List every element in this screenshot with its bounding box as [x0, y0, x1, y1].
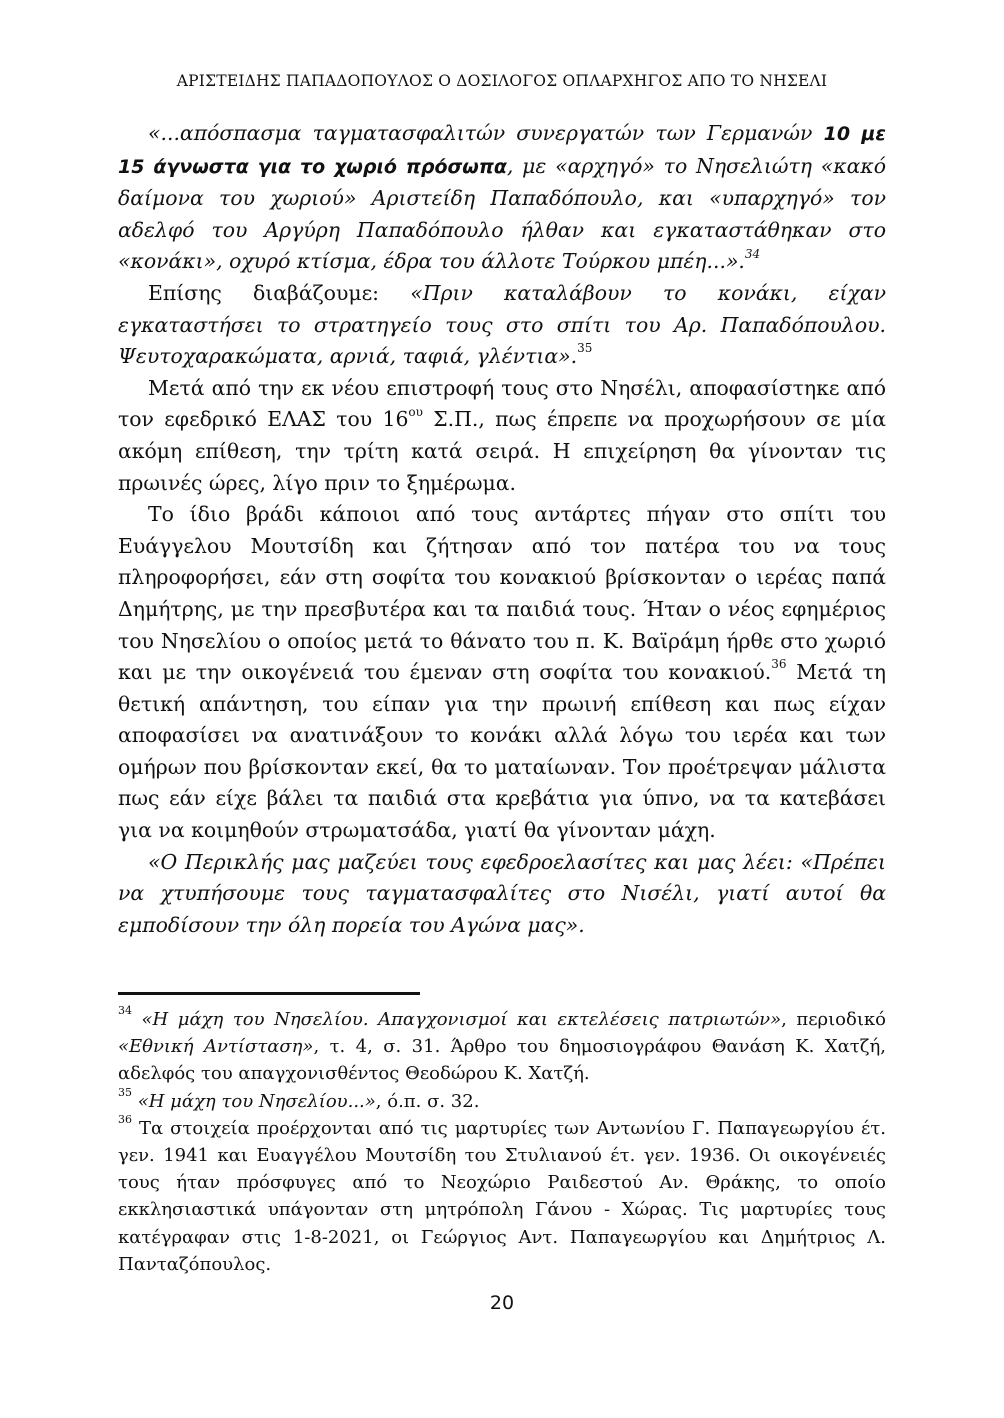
p3-text-end: Σ.Π., πως έπρεπε να προχωρήσουν σε μία ακόμη επίθεση, την τρίτη κατά σειρά. Η επιχείρηση θα γίνονταν τις πρωινές ώρες, λίγο πριν το ξημέρωμα.	[118, 407, 886, 495]
footnote-34	[118, 1006, 886, 1088]
footnote-separator	[118, 992, 420, 995]
footnote-number: 35	[118, 1085, 132, 1099]
p2-quote: «Πριν καταλάβουν το κονάκι, είχαν εγκαταστήσει το στρατηγείο τους στο σπίτι του Αρ. Παπαδόπουλου. Ψευτοχαρακώματα, αρνιά, ταφιά, γλέντια».	[118, 280, 886, 369]
p2-lead: Επίσης διαβάζουμε:	[148, 280, 411, 305]
footnote-34-title: «Η μάχη του Νησελίου. Απαγχονισμοί και εκτελέσεις πατριωτών»	[141, 1009, 782, 1030]
footnote-36-text: Τα στοιχεία προέρχονται από τις μαρτυρίες των Αντωνίου Γ. Παπαγεωργίου έτ. γεν. 1941 και Ευαγγέλου Μουτσίδη του Στυλιανού έτ. γεν. 1936. Οι οικογένειές τους ήταν πρόσφυγες από το Νεοχώριο Ραιδεστού Αν. Θράκης, το οποίο εκκλησιαστικά υπάγονταν στη μητρόπολη Γάνου - Χώρας. Τις μαρτυρίες τους κατέγραφαν στις 1-8-2021, οι Γεώργιος Αντ. Παπαγεωργίου και Δημήτριος Λ. Πανταζόπουλος.	[118, 1117, 887, 1275]
p3-text-start: Μετά από την εκ νέου επιστροφή τους στο Νησέλι, αποφασίστηκε από τον εφεδρικό ΕΛΑΣ του 16	[118, 375, 886, 432]
ordinal-suffix: ου	[408, 404, 423, 419]
p1-text-end: , με «αρχηγό» το Νησελιώτη «κακό δαίμονα του χωριού» Αριστείδη Παπαδόπουλο, και «υπαρχηγό» τον αδελφό του Αργύρη Παπαδόπουλο ήλθαν και εγκαταστάθηκαν στο «κονάκι», οχυρό κτίσμα, έδρα του άλλοτε Τούρκου μπέη...».	[118, 153, 886, 274]
footnote-ref-35: 35	[577, 341, 593, 356]
footnote-ref-34: 34	[744, 246, 761, 261]
p4-text-start: Το ίδιο βράδι κάποιοι από τους αντάρτες πήγαν στο σπίτι του Ευάγγελου Μουτσίδη και ζήτησαν από τον πατέρα του να τους πληροφορήσει, εάν στη σοφίτα του κονακιού βρίσκονταν ο ιερέας παπά Δημήτρης, με την πρεσβυτέρα και τα παιδιά τους. Ήταν ο νέος εφημέριος του Νησελίου ο οποίος μετά το θάνατο του π. Κ. Βαϊράμη ήρθε στο χωριό και με την οικογένειά του έμεναν στη σοφίτα του κονακιού.	[118, 502, 886, 685]
paragraph-1-quote	[118, 118, 886, 278]
paragraph-2	[118, 278, 886, 373]
footnote-34-mid: , περιοδικό	[781, 1009, 886, 1030]
page-number: 20	[489, 1292, 515, 1314]
footnote-number: 36	[118, 1112, 132, 1126]
footnote-36	[118, 1112, 887, 1278]
footnote-35-rest: , ό.π. σ. 32.	[375, 1090, 480, 1112]
body-text	[118, 118, 886, 941]
p1-text-start: «...απόσπασμα ταγματασφαλιτών συνεργατών των Γερμανών	[148, 121, 824, 145]
p1-bold-phrase: 10 με 15 άγνωστα για το χωριό πρόσωπα	[118, 123, 886, 178]
running-head: ΑΡΙΣΤΕΙΔΗΣ ΠΑΠΑΔΟΠΟΥΛΟΣ Ο ΔΟΣΙΛΟΓΟΣ ΟΠΛΑΡΧΗΓΟΣ ΑΠΟ ΤΟ ΝΗΣΕΛΙ	[176, 72, 828, 90]
paragraph-5-quote: «Ο Περικλής μας μαζεύει τους εφεδροελασίτες και μας λέει: «Πρέπει να χτυπήσουμε τους ταγματασφαλίτες στο Νισέλι, γιατί αυτοί θα εμποδίσουν την όλη πορεία του Αγώνα μας».	[118, 849, 886, 937]
p4-text-end: Μετά τη θετική απάντηση, του είπαν για την πρωινή επίθεση και πως είχαν αποφασίσει να ανατινάξουν το κονάκι αλλά λόγω του ιερέα και των ομήρων που βρίσκονταν εκεί, θα το ματαίωναν. Τον προέτρεψαν μάλιστα πως εάν είχε βάλει τα παιδιά στα κρεβάτια για ύπνο, να τα κατεβάσει για να κοιμηθούν στρωματσάδα, γιατί θα γίνονταν μάχη.	[118, 660, 886, 843]
footnote-34-rest: , τ. 4, σ. 31. Άρθρο του δημοσιογράφου Θανάση Κ. Χατζή, αδελφός του απαγχονισθέντος Θεοδώρου Κ. Χατζή.	[118, 1036, 886, 1085]
paragraph-4	[118, 499, 886, 847]
footnote-34-journal: «Εθνική Αντίσταση»	[118, 1036, 314, 1058]
footnote-35	[118, 1085, 886, 1115]
paragraph-3	[118, 373, 886, 499]
footnote-ref-36: 36	[771, 657, 787, 672]
footnote-number: 34	[118, 1004, 132, 1017]
footnotes	[118, 1006, 886, 1278]
footnote-35-title: «Η μάχη του Νησελίου...»	[137, 1090, 376, 1112]
